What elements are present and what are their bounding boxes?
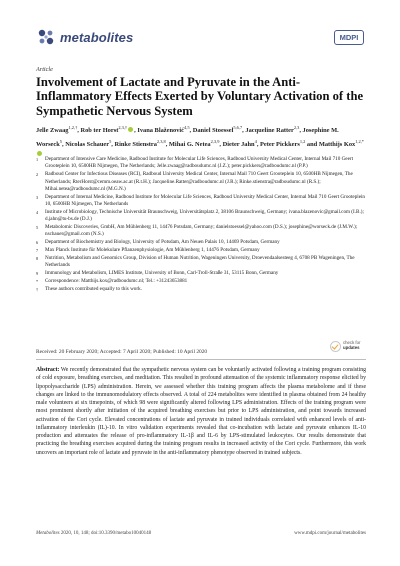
affiliation-text: Nutrition, Metabolism and Genomics Group, Division of Human Nutrition, Wageningen University, Droevendaalsesteeg 4, 6708 PB Wageningen, The Netherlands [45,254,355,269]
affiliation-item [36,224,368,239]
affiliation-number: 5 [36,225,39,231]
author-affiliation-marks: 1,2 [299,138,306,144]
author-name[interactable]: Josephine M. Worseck [36,127,339,148]
affiliation-text: Correspondence: Matthijs.kox@radboudumc.nl; Tel.: +31243653881 [45,278,188,284]
affiliation-text: Max Planck Institute für Molekulare Pflanzenphysiologie, Am Mühlenberg 1, 14476 Potsdam, Germany [45,247,260,254]
check-updates-line2: updates [343,345,360,350]
affiliation-item [36,171,368,193]
check-for-updates-badge[interactable] [330,339,364,353]
affiliation-number: 1 [36,157,39,162]
affiliation-item [36,278,368,285]
received-dates: Received: 20 February 2020; Accepted: 7 April 2020; Published: 10 April 2020 [36,349,208,355]
author-affiliation-marks: 1,2,* [355,138,364,144]
affiliation-item [36,247,368,254]
check-updates-line1: check for [343,340,361,346]
affiliation-item [36,209,368,224]
author-affiliation-marks: 1,2,† [68,125,78,130]
article-type: Article [36,66,53,73]
check-updates-icon [330,341,341,352]
affiliation-number: 3 [36,194,39,200]
author-affiliation-marks: 5 [109,138,112,144]
journal-url[interactable]: www.mdpi.com/journal/metabolites [294,531,366,536]
metabolites-logo-icon [36,27,56,47]
affiliation-text: Department of Internal Medicine, Radboud Institute for Molecular Life Sciences, Radboud University Medical Center, Internal Mail 710 Geert Grooteplein 10, 6500HB Nijmegen, The Netherlands [45,193,365,208]
author-name[interactable]: Dieter Jahn [222,140,255,148]
affiliation-number: 8 [36,255,39,261]
affiliation-item [36,270,368,277]
affiliation-text: Immunology and Metabolism, LIMES Institute, University of Bonn, Carl-Troll-Straße 31, 53115 Bonn, Germany [45,270,279,277]
footer-journal: Metabolites [36,531,60,536]
affiliation-item [36,194,368,209]
orcid-icon[interactable] [128,127,133,132]
abstract [36,366,366,457]
author-name[interactable]: Nicolas Schauer [65,140,110,148]
affiliation-number: 9 [36,271,39,277]
affiliation-number: 2 [36,172,39,178]
affiliation-text: Radboud Center for Infectious Diseases (RCI), Radboud University Medical Center, Internal Mail 710 Geert Grooteplein 10, 6500HB Nijmegen, The Netherlands; RterHorst@cemm.oeaw.ac.at (R.t.H.); Jacqueline.Ratter@radboudumc.nl (J.R.); Rinke.stienstra@radboudumc.nl (R.S.); Mihai.netea@radboudumc.nl (M.G.N.) [45,171,353,192]
affiliation-number: 6 [36,240,39,246]
author-name[interactable]: Jelle Zwaag [36,127,69,135]
affiliation-item [36,255,368,270]
affiliation-item [36,286,368,293]
citation-footer [36,531,151,536]
affiliation-item [36,239,368,246]
author-affiliation-marks: 2,3,† [118,125,128,130]
paper-title: Involvement of Lactate and Pyruvate in the Anti-Inflammatory Effects Exerted by Voluntary Activation of the Sympathetic Nervous System [36,75,364,118]
author-affiliation-marks: 2,3,8 [156,138,166,144]
author-affiliation-marks: 5,6,7 [233,125,243,130]
author-name[interactable]: Daniel Stoessel [192,127,234,135]
divider-top [36,359,366,360]
journal-logo[interactable] [36,27,133,47]
affiliation-list [36,156,368,294]
affiliation-number: 4 [36,209,39,215]
author-affiliation-marks: 5 [59,138,62,144]
affiliation-item [36,156,368,171]
author-name[interactable]: Matthijs Kox [318,140,356,148]
author-name[interactable]: Rinke Stienstra [114,140,157,148]
affiliation-text: Department of Biochemistry and Biology, University of Potsdam, Am Neuen Palais 10, 14469 Potsdam, Germany [45,239,280,246]
publisher-logo[interactable]: MDPI [334,30,364,45]
author-name[interactable]: Mihai G. Netea [168,140,211,148]
affiliation-text: These authors contributed equally to this work. [45,285,142,292]
abstract-label: Abstract: [36,367,60,373]
author-affiliation-marks: 4,5 [184,125,190,130]
affiliation-text: Department of Intensive Care Medicine, Radboud Institute for Molecular Life Sciences, Radboud University Medical Center, Internal Mail 710 Geert Grooteplein 10, 6500HB Nijmegen, The Netherlands; Jelle.zwaag@radboudumc.nl (J.Z.); peter.pickkers@radboudumc.nl (P.P.) [45,156,353,170]
author-name[interactable]: Rob ter Horst [80,127,119,135]
affiliation-text: Metabolomic Discoveries, GmbH, Am Mühlenberg 11, 14476 Potsdam, Germany; danielstoessel@yahoo.com (D.S.); josephine@worseck.de (J.M.W.); nschauer@gmail.com (N.S.) [45,224,358,238]
affiliation-number: * [36,279,39,284]
affiliation-number: † [36,286,39,292]
author-affiliation-marks: 2,3,9 [210,138,220,144]
author-list: Jelle Zwaag$^{1,2,\dagger}$, Rob ter Horst$^{2,3,\dagger}$ , Ivana Blaženović$^{4,5}$, Daniel Stoessel$^{5,6,7}$, Jacqueline Ratter$^{2,3}$, Josephine M. Worseck$^5$, Nicolas Schauer$^5$, Rinke Stienstra$^{2,3,8}$, Mihai G. Netea$^{2,3,9}$, Dieter Jahn$^4$, Peter Pickkers$^{1,2}$ and Matthijs Kox$^{1,2,*}$ [36,123,366,161]
affiliation-number: 7 [36,248,39,254]
footer-citation: 2020, 10, 148; doi:10.3390/metabo10040148 [60,531,152,536]
author-name[interactable]: Peter Pickkers [260,140,300,148]
author-name[interactable]: Jacqueline Ratter [245,127,294,135]
journal-name: metabolites [60,29,134,45]
author-affiliation-marks: 4 [254,138,257,144]
affiliation-text: Institute of Microbiology, Technische Universität Braunschweig, Universitätsplatz 2, 38106 Braunschweig, Germany; ivana.blazenovic@gmail.com (I.B.); d.jahn@tu-bs.de (D.J.) [45,208,364,223]
abstract-text: We recently demonstrated that the sympathetic nervous system can be voluntarily activated following a training program consisting of cold exposure, breathing exercises, and meditation. This resulted in profound attenuation of the systemic inflammatory response elicited by lipopolysaccharide (LPS) administration. Herein, we assessed whether this training program affects the plasma metabolome and if these changes are linked to the immunomodulatory effects observed. A total of 224 metabolites were identified in plasma obtained from 24 healthy male volunteers at six timepoints, of which 98 were significantly altered following LPS administration. Effects of the training program were most prominent shortly after initiation of the acquired breathing exercises but prior to LPS administration, and point towards increased activation of the Cori cycle. Elevated concentrations of lactate and pyruvate in trained individuals correlated with enhanced levels of anti-inflammatory interleukin (IL)-10. In vitro validation experiments revealed that co-incubation with lactate and pyruvate enhances IL-10 production and attenuates the release of pro-inflammatory IL-1β and IL-6 by LPS-stimulated leukocytes. Our results demonstrate that practicing the breathing exercises acquired during the training program results in increased activity of the Cori cycle. Furthermore, this work uncovers an important role of lactate and pyruvate in the anti-inflammatory phenotype observed in trained subjects. [36,367,366,456]
author-affiliation-marks: 2,3 [293,125,300,130]
author-name[interactable]: Ivana Blaženović [137,127,185,135]
